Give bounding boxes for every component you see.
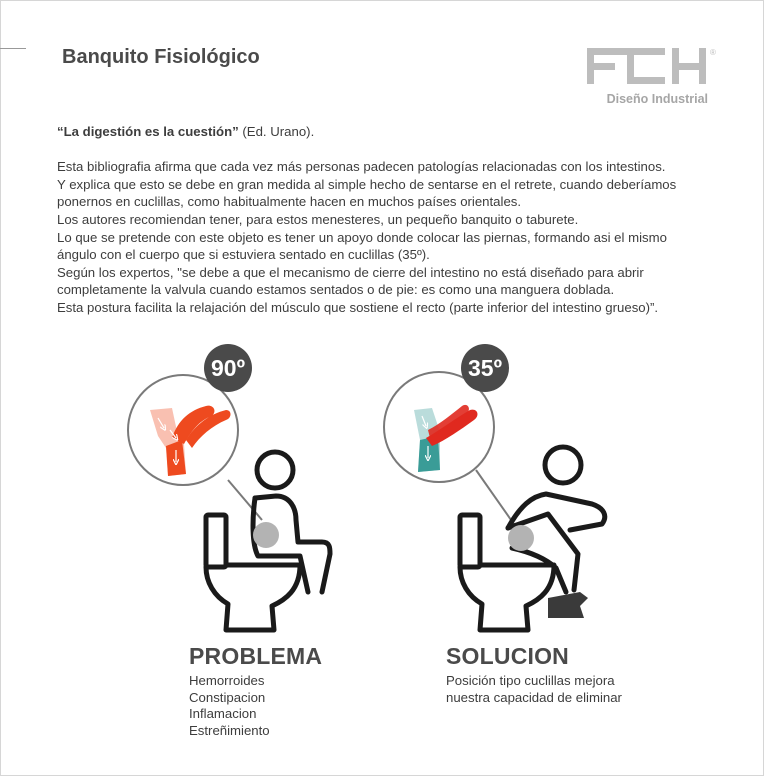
problem-item: Inflamacion — [189, 706, 257, 721]
article-body — [57, 123, 747, 317]
problem-person-icon — [253, 452, 330, 592]
problem-symptom-list — [189, 673, 270, 739]
solution-person-icon — [508, 447, 605, 592]
article-line: Los autores recomiendan tener, para estos menesteres, un pequeño banquito o taburete. — [57, 211, 579, 227]
article-line: Según los expertos, "se debe a que el mecanismo de cierre del intestino no está diseñado para abrir — [57, 264, 644, 280]
problem-pelvis-spot — [253, 522, 279, 548]
solution-heading: SOLUCION — [446, 643, 569, 669]
quote-source: (Ed. Urano). — [242, 124, 315, 139]
article-line: Esta postura facilita la relajación del músculo que sostiene el recto (parte inferior del intestino grueso)”. — [57, 299, 659, 315]
problem-angle-label: 90º — [211, 355, 245, 381]
solution-toilet-icon — [460, 515, 554, 630]
problem-item: Estreñimiento — [189, 722, 270, 738]
article-line: Y explica que esto se debe en gran medida al simple hecho de sentarse en el retrete, cuando deberíamos — [57, 176, 677, 192]
article-line: Esta bibliografia afirma que cada vez más personas padecen patologías relacionadas con los intestinos. — [57, 159, 666, 175]
logo-tagline: Diseño Industrial — [606, 92, 708, 106]
article-line: completamente la valvula cuando estamos sentados o de pie: es como una manguera doblada. — [57, 282, 615, 298]
problem-heading: PROBLEMA — [189, 643, 323, 669]
stool-icon — [548, 592, 588, 618]
solution-item: nuestra capacidad de eliminar — [446, 689, 622, 705]
solution-illustration — [384, 344, 605, 630]
problem-illustration — [128, 344, 330, 630]
solution-angle-label: 35º — [468, 355, 502, 381]
posture-illustration — [0, 330, 764, 640]
quote-title: “La digestión es la cuestión” — [57, 124, 239, 139]
article-line: ponernos en cuclillas, como habitualmente hacen en muchos países orientales. — [57, 194, 522, 210]
article-line: ángulo con el cuerpo que si estuviera sentado en cuclillas (35º). — [57, 247, 430, 263]
solution-item: Posición tipo cuclillas mejora — [446, 673, 615, 688]
solution-pelvis-spot — [508, 525, 534, 551]
problem-item: Constipacion — [189, 689, 266, 705]
brand-logo — [584, 46, 718, 108]
fch-logo-icon — [584, 46, 718, 90]
problem-item: Hemorroides — [189, 673, 265, 688]
solution-benefit-list — [446, 673, 622, 706]
page-title: Banquito Fisiológico — [62, 46, 260, 68]
registered-mark: ® — [710, 48, 716, 57]
quote-line — [57, 123, 747, 141]
article-line: Lo que se pretende con este objeto es tener un apoyo donde colocar las piernas, formando asi el mismo — [57, 229, 667, 245]
left-edge-mark — [0, 48, 26, 49]
